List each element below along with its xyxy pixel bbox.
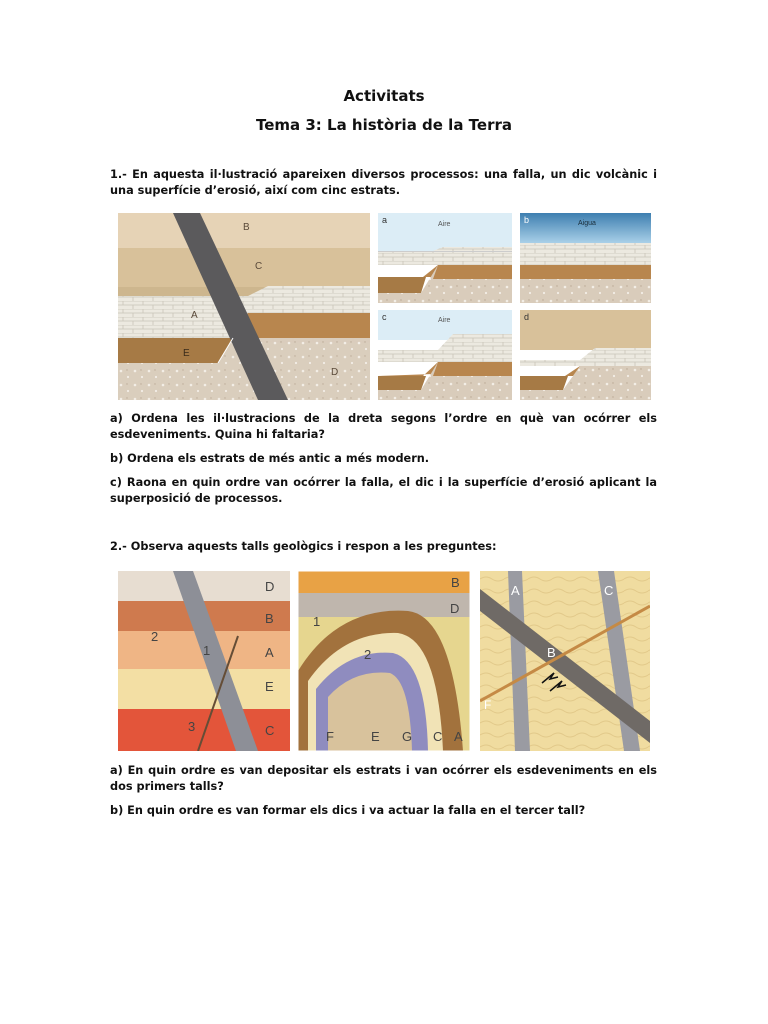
figure-1-panel-a: [378, 213, 512, 303]
figure-2-cross-section-2: [298, 571, 470, 751]
panel-d-letter: d: [524, 312, 530, 322]
cut2-label-g: G: [402, 729, 413, 744]
figure-1-panel-b: [520, 213, 651, 303]
cut2-label-c: C: [433, 729, 443, 744]
main-label-a: A: [191, 310, 198, 321]
cut2-label-a: A: [454, 729, 463, 744]
question-2b: b) En quin ordre es van formar els dics i va actuar la falla en el tercer tall?: [110, 804, 586, 817]
question-1-intro: 1.- En aquesta il·lustració apareixen diversos processos: una falla, un dic volcànic i una superfície d’erosió, així com cinc estrats.: [110, 168, 657, 197]
question-2-intro: 2.- Observa aquests talls geològics i respon a les preguntes:: [110, 540, 497, 553]
figure-2-cross-section-3: [480, 571, 650, 751]
panel-b-letter: b: [524, 215, 530, 225]
cut1-label-2: 2: [151, 629, 159, 644]
figure-1-panel-d: [520, 310, 651, 400]
cut3-label-b: B: [547, 645, 556, 660]
cut2-label-e: E: [371, 729, 380, 744]
figure-2-cross-section-1: [118, 571, 290, 751]
main-label-b: B: [243, 222, 250, 233]
page-subtitle: Tema 3: La història de la Terra: [255, 116, 512, 134]
cut1-label-1: 1: [203, 643, 211, 658]
cut3-label-f: F: [484, 698, 492, 712]
question-1b: b) Ordena els estrats de més antic a més modern.: [110, 452, 430, 465]
main-label-c: C: [255, 261, 263, 272]
cut1-label-b: B: [265, 611, 274, 626]
question-1a: a) Ordena les il·lustracions de la dreta segons l’ordre en què van ocórrer els esdeveniments. Quina hi faltaria?: [110, 412, 657, 441]
cut2-label-f: F: [326, 729, 334, 744]
question-1c: c) Raona en quin ordre van ocórrer la falla, el dic i la superfície d’erosió aplicant la superposició de processos.: [110, 476, 657, 505]
panel-c-letter: c: [382, 312, 387, 322]
cut2-label-d: D: [450, 601, 460, 616]
cut3-label-a: A: [511, 583, 520, 598]
panel-a-label: Aire: [438, 221, 451, 228]
panel-b-label: Aigua: [578, 220, 596, 227]
figure-1-main-diagram: [118, 213, 370, 400]
cut2-label-b: B: [451, 575, 460, 590]
cut2-label-2: 2: [364, 647, 372, 662]
main-label-d: D: [331, 367, 339, 378]
figure-1-panel-c: [378, 310, 512, 400]
panel-c-label: Aire: [438, 317, 451, 324]
panel-a-letter: a: [382, 215, 388, 225]
page-title: Activitats: [343, 87, 425, 105]
cut1-label-d: D: [265, 579, 275, 594]
cut1-label-e: E: [265, 679, 274, 694]
cut1-label-c: C: [265, 723, 275, 738]
main-label-e: E: [183, 348, 190, 359]
cut2-label-1: 1: [313, 614, 321, 629]
question-2a: a) En quin ordre es van depositar els estrats i van ocórrer els esdeveniments en els dos primers talls?: [110, 764, 657, 793]
cut1-label-a: A: [265, 645, 274, 660]
cut3-label-c: C: [604, 583, 614, 598]
cut1-label-3: 3: [188, 719, 196, 734]
